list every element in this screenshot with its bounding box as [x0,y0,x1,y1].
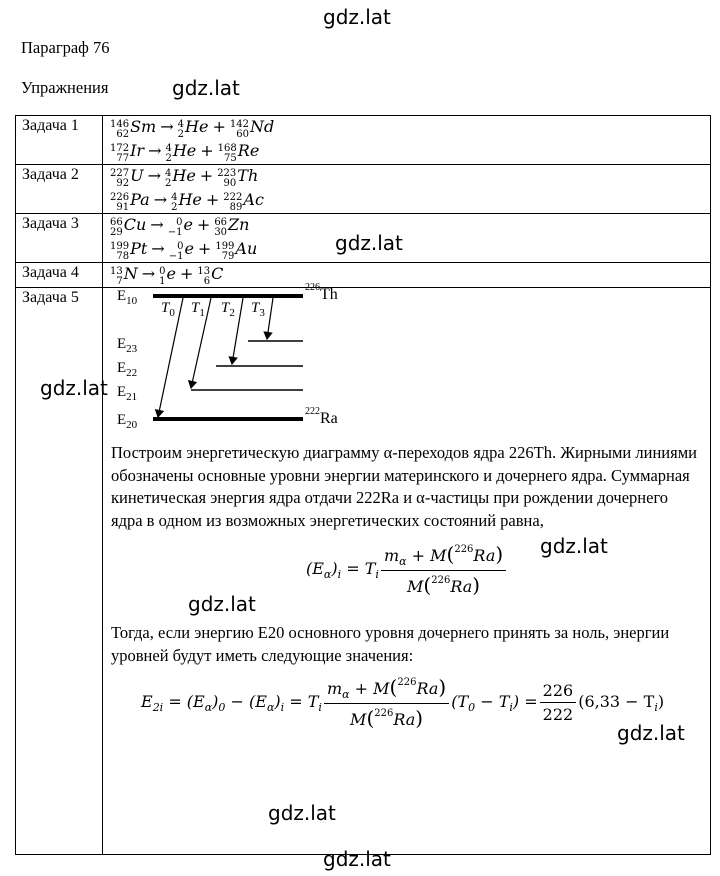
atomic-number: 60 [236,129,249,140]
reaction-arrow-icon: → [153,190,168,209]
watermark: gdz.lat [188,592,256,616]
task-row [16,214,711,263]
watermark: gdz.lat [323,847,391,871]
nuclear-equation [103,165,710,189]
task-content [103,116,711,165]
atomic-number: 91 [116,202,130,213]
transition-label-t2: $T_2$ [221,300,235,319]
element-symbol: e [183,215,193,234]
mass-number: 172 [110,143,130,154]
level-label-e23: $E_{23}$ [117,336,138,355]
formula-kinetic-energy: $(E_\alpha)_i = T_i$ $\frac{m_\alpha + M(^{226}Ra)}{M(^{226}Ra)}$ [103,532,710,618]
transition-label-t3: $T_3$ [251,300,265,319]
task-row [16,165,711,214]
watermark: gdz.lat [268,801,336,825]
explanation-paragraph-1: Построим энергетическую диаграмму α-переходов ядра 226Th. Жирными линиями обозначены основные уровни энергии материнского и дочернего ядра. Суммарная кинетическая энергия ядра отдачи 222Ra и α-частицы при рождении дочернего ядра в одном из возможных энергетических состояний равна, [111,443,697,530]
formula-level-energy: $E_{2i} = (E_\alpha)_0 - (E_\alpha)_i = T_i$ $\frac{m_\alpha + M(^{226}Ra)}{M(^{226}Ra)}$ $(T_0 - T_i)$ = $\frac{226}{222}$ $(6,33 - T_i)$ [141,675,665,730]
element-symbol: e [184,239,194,258]
element-symbol: U [130,166,144,185]
mass-number: 226 [110,192,130,203]
atomic-number: 2 [177,129,185,140]
transition-label-t0: $T_0$ [161,300,175,319]
task-content [103,263,711,288]
mass-number: 4 [165,143,172,154]
watermark: gdz.lat [40,376,108,400]
explanation-paragraph-2: Тогда, если энергию E20 основного уровня дочернего принять за ноль, энергии уровней будут иметь следующие значения: [111,623,670,665]
parent-nucleus-label: $^{226}$Th [305,282,338,303]
plus-sign: + [197,239,212,258]
atomic-number: 2 [165,153,172,164]
watermark: gdz.lat [172,76,240,100]
plus-sign: + [179,264,194,283]
atomic-number: 2 [164,178,172,189]
atomic-number: 6 [203,276,211,287]
paragraph-title: Параграф 76 [21,38,110,57]
level-label-e10: $E_{10}$ [117,288,138,307]
task-label: Задача 2 [16,165,103,214]
reaction-arrow-icon: → [148,141,162,160]
element-symbol: Sm [130,117,157,136]
nuclear-equation [103,214,710,238]
element-symbol: He [178,190,202,209]
mass-number: 227 [110,168,130,179]
element-symbol: e [166,264,176,283]
element-symbol: Pt [130,239,148,258]
task-label: Задача 4 [16,263,103,288]
atomic-number: 7 [116,276,123,287]
element-symbol: Pa [130,190,150,209]
nuclear-equation [103,189,710,213]
mass-number: 199 [215,241,235,252]
atomic-number: 30 [214,227,228,238]
atomic-number: −1 [167,227,183,238]
element-symbol: Cu [123,215,147,234]
mass-number: 199 [110,241,130,252]
task-label: Задача 3 [16,214,103,263]
atomic-number: 90 [223,178,237,189]
element-symbol: He [185,117,209,136]
atomic-number: 77 [116,153,130,164]
nuclear-equation [103,263,710,287]
element-symbol: Nd [249,117,275,136]
reaction-arrow-icon: → [151,239,165,258]
mass-number: 13 [110,266,123,277]
atomic-number: 78 [116,251,130,262]
atomic-number: 62 [116,129,130,140]
atomic-number: 92 [116,178,130,189]
watermark: gdz.lat [540,534,608,558]
atomic-number: 89 [229,202,243,213]
watermark: gdz.lat [335,231,403,255]
task-content [103,214,711,263]
mass-number: 146 [110,119,130,130]
mass-number: 0 [177,241,184,252]
plus-sign: + [205,190,220,209]
mass-number: 66 [110,217,123,228]
daughter-nucleus-label: $^{222}$Ra [305,406,338,427]
plus-sign: + [200,141,214,160]
atomic-number: 79 [221,251,235,262]
task-content [103,165,711,214]
level-label-e22: $E_{22}$ [117,360,138,379]
plus-sign: + [212,117,226,136]
mass-number: 4 [164,168,172,179]
element-symbol: Th [237,166,259,185]
atomic-number: 75 [224,153,237,164]
element-symbol: He [172,141,197,160]
mass-number: 4 [177,119,185,130]
element-symbol: Au [235,239,258,258]
element-symbol: He [172,166,196,185]
tasks-table [15,115,711,855]
watermark: gdz.lat [617,721,685,745]
nuclear-equation [103,116,710,140]
reaction-arrow-icon: → [160,117,174,136]
task-label: Задача 1 [16,116,103,165]
task-row [16,288,711,855]
plus-sign: + [199,166,214,185]
mass-number: 4 [171,192,178,203]
mass-number: 168 [217,143,237,154]
element-symbol: Ir [130,141,145,160]
section-title: Упражнения [21,78,109,97]
level-label-e21: $E_{21}$ [117,384,138,403]
atomic-number: 29 [110,227,123,238]
mass-number: 142 [229,119,249,130]
atomic-number: 2 [171,202,178,213]
mass-number: 0 [159,266,166,277]
atomic-number: −1 [168,251,184,262]
element-symbol: Ac [243,190,264,209]
transition-label-t1: $T_1$ [191,300,205,319]
element-symbol: C [211,264,224,283]
task-row [16,116,711,165]
task-label: Задача 5 [16,288,103,855]
watermark: gdz.lat [323,5,391,29]
reaction-arrow-icon: → [150,215,164,234]
reaction-arrow-icon: → [141,264,156,283]
transition-t3-arrow [267,298,273,339]
element-symbol: Zn [228,215,250,234]
reaction-arrow-icon: → [147,166,161,185]
mass-number: 13 [197,266,211,277]
mass-number: 0 [176,217,183,228]
mass-number: 222 [223,192,243,203]
task-row [16,263,711,288]
energy-level-diagram [103,282,710,443]
element-symbol: Re [237,141,260,160]
nuclear-equation [103,238,710,262]
level-label-e20: $E_{20}$ [117,412,138,431]
task-content [103,282,711,855]
element-symbol: N [123,264,138,283]
nuclear-equation [103,140,710,164]
plus-sign: + [196,215,211,234]
mass-number: 223 [217,168,237,179]
atomic-number: 1 [159,276,166,287]
mass-number: 66 [214,217,228,228]
